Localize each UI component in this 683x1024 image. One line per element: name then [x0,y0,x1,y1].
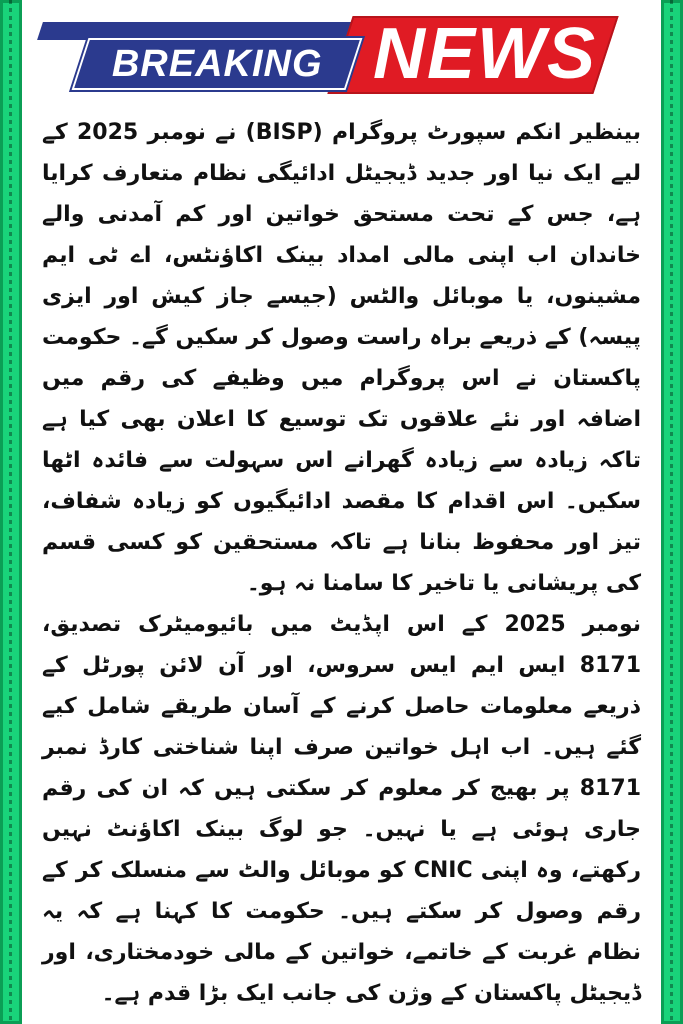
article-paragraph-1: بینظیر انکم سپورٹ پروگرام (BISP) نے نومبر 2025 کے لیے ایک نیا اور جدید ڈیجیٹل ادائیگی نظام متعارف کرایا ہے، جس کے تحت مستحق خواتین اور کم آمدنی والے خاندان اب اپنی مالی امداد بینک اکاؤنٹس، اے ٹی ایم مشینوں، یا موبائل والٹس (جیسے جاز کیش اور ایزی پیسہ) کے ذریعے براہ راست وصول کر سکیں گے۔ حکومت پاکستان نے اس پروگرام میں وظیفے کی رقم میں اضافہ اور نئے علاقوں تک توسیع کا اعلان بھی کیا ہے تاکہ زیادہ سے زیادہ گھرانے اس سہولت سے فائدہ اٹھا سکیں۔ اس اقدام کا مقصد ادائیگیوں کو زیادہ شفاف، تیز اور محفوظ بنانا ہے تاکہ مستحقین کو کسی قسم کی پریشانی یا تاخیر کا سامنا نہ ہو۔ [42,120,641,596]
breaking-news-banner [40,8,600,96]
article-body [42,112,641,1024]
breaking-label: BREAKING [111,42,323,85]
article-paragraph-2: نومبر 2025 کے اس اپڈیٹ میں بائیومیٹرک تصدیق، 8171 ایس ایم ایس سروس، اور آن لائن پورٹل کے ذریعے معلومات حاصل کرنے کے آسان طریقے شامل کیے گئے ہیں۔ اب اہل خواتین صرف اپنا شناختی کارڈ نمبر 8171 پر بھیج کر معلوم کر سکتی ہیں کہ ان کی رقم جاری ہوئی ہے یا نہیں۔ جو لوگ بینک اکاؤنٹ نہیں رکھتے، وہ اپنی CNIC کو موبائل والٹ سے منسلک کر کے رقم وصول کر سکتے ہیں۔ حکومت کا کہنا ہے کہ یہ نظام غربت کے خاتمے، خواتین کے مالی خودمختاری، اور ڈیجیٹل پاکستان کے وژن کی جانب ایک بڑا قدم ہے۔ [42,612,642,1006]
left-border-strip [0,0,22,1024]
right-border-strip [661,0,683,1024]
news-label: NEWS [373,14,597,94]
breaking-box [72,38,363,90]
